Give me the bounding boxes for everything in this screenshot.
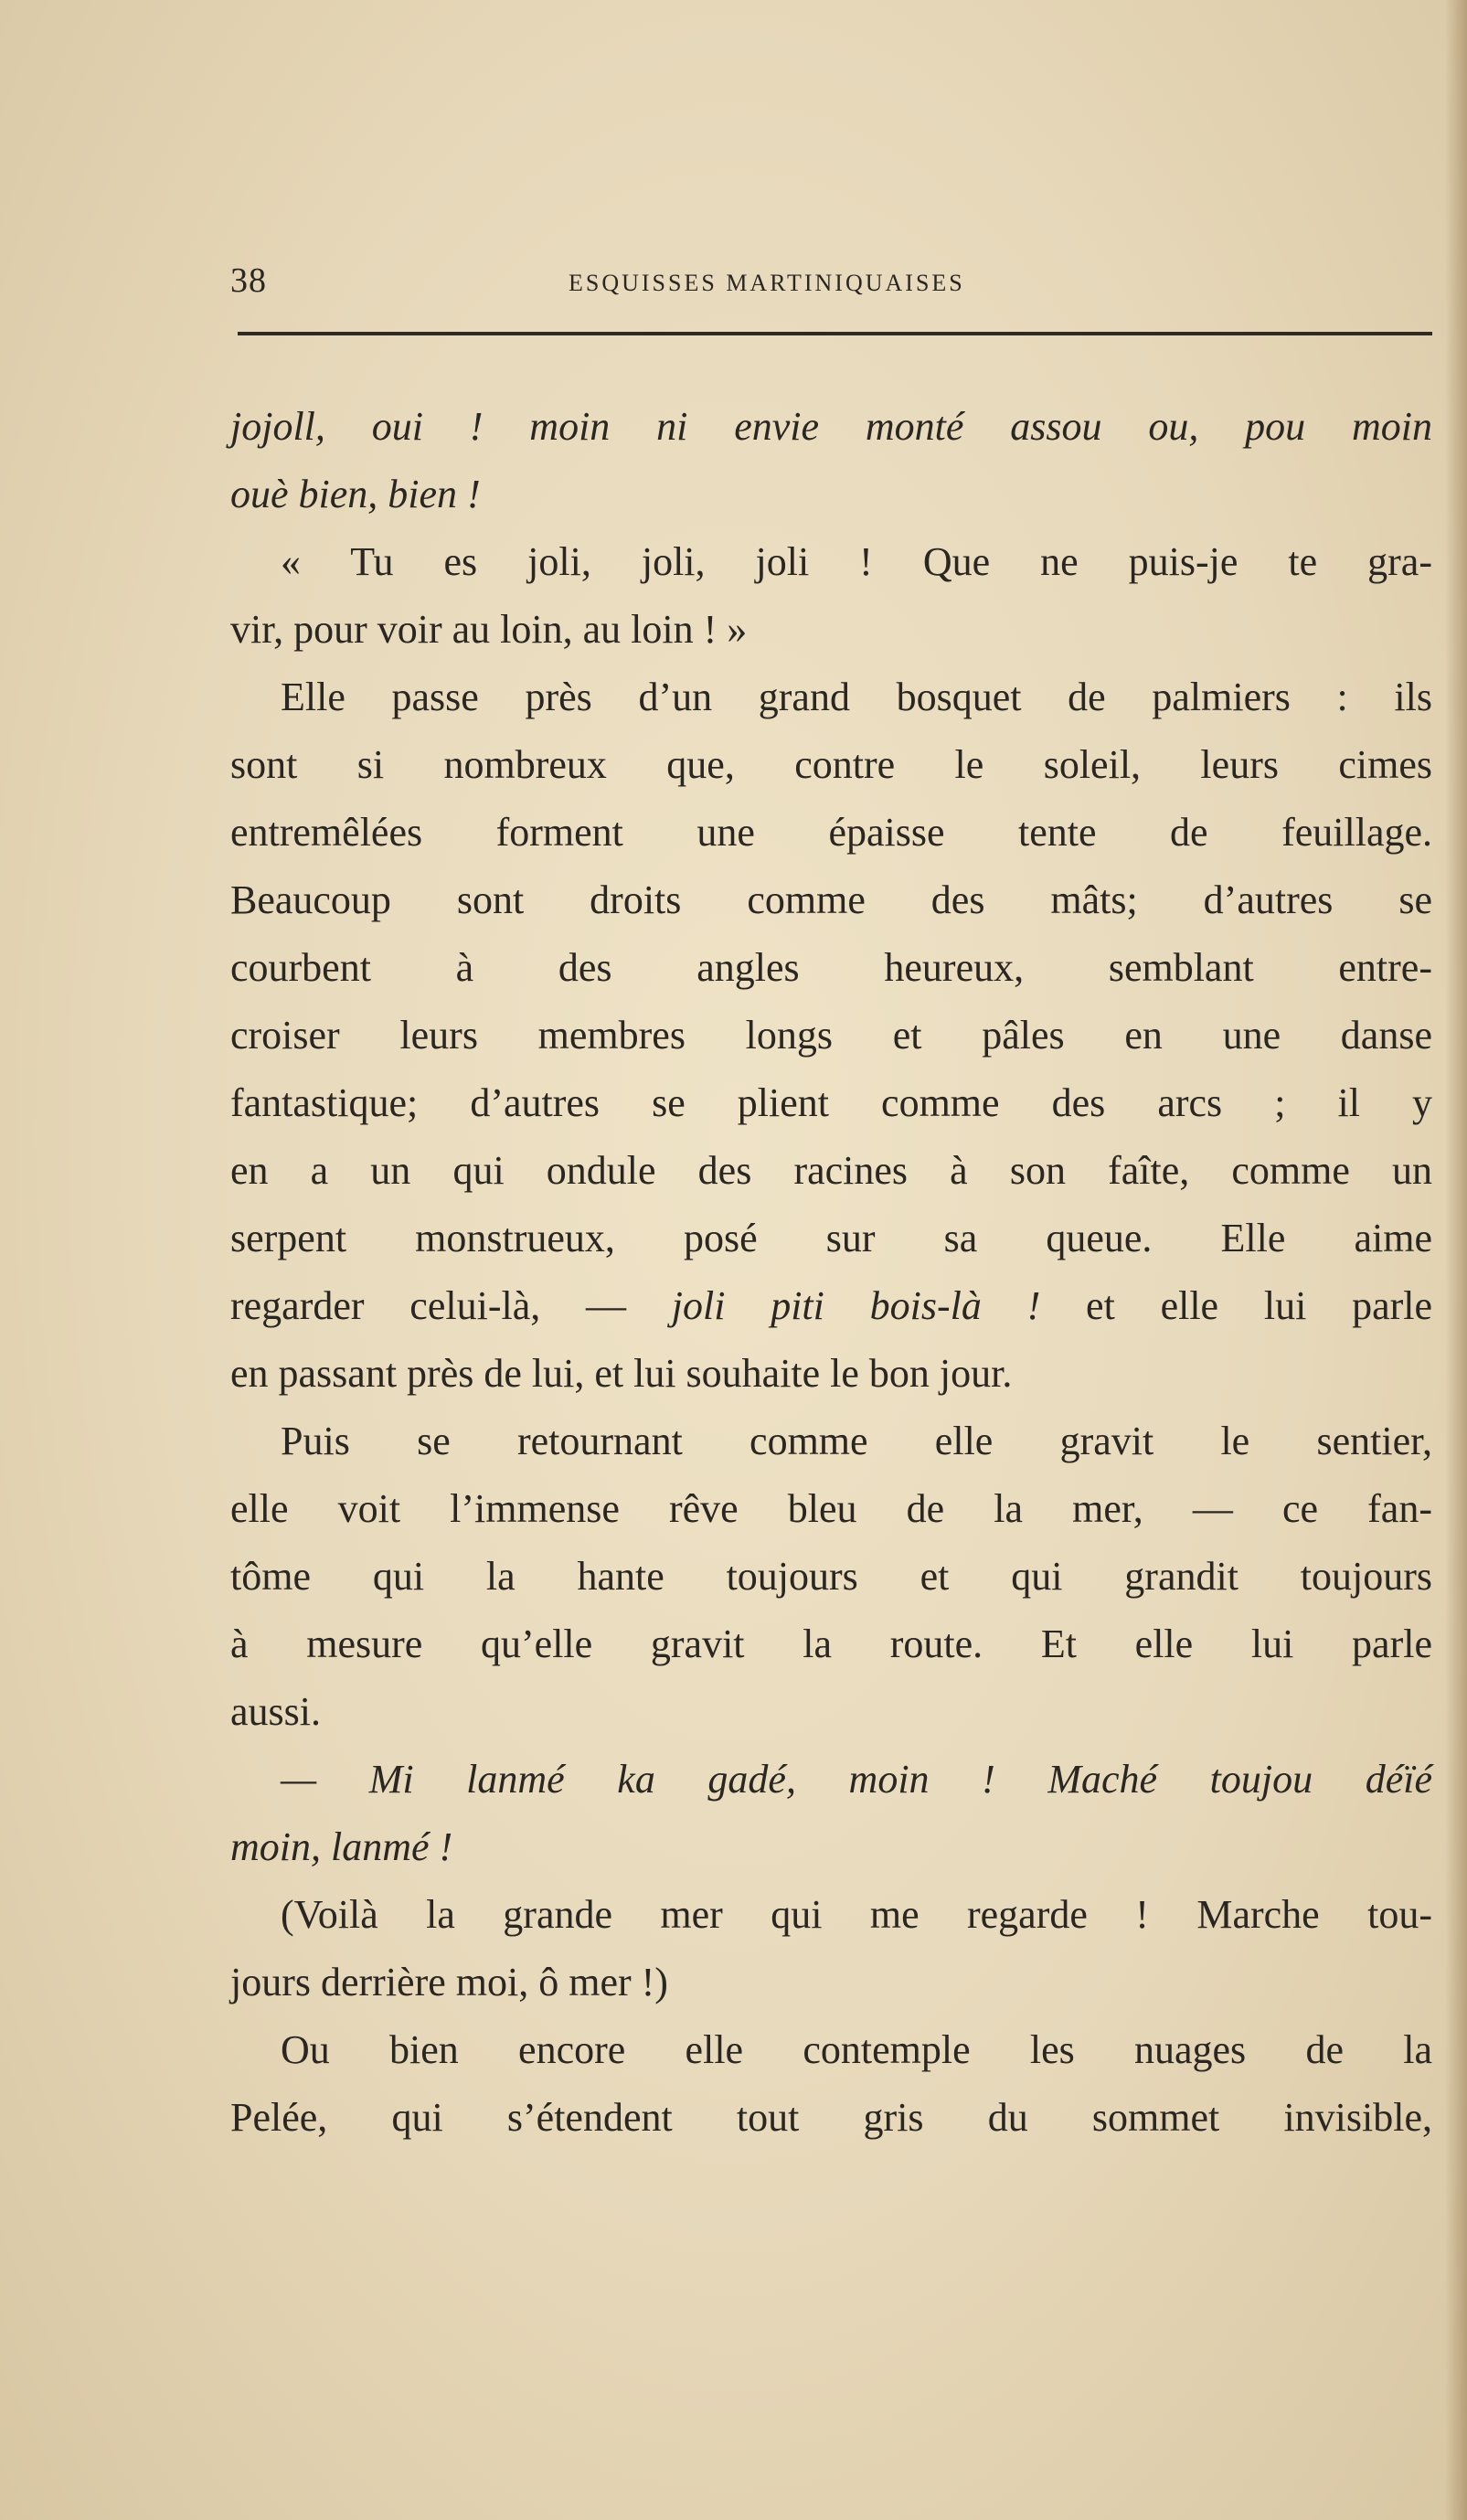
text-line: jojoll, oui ! moin ni envie monté assou ou, pou moin	[230, 404, 1432, 449]
text-line: Elle passe près d’un grand bosquet de palmiers : ils	[281, 675, 1432, 719]
text-line: « Tu es joli, joli, joli ! Que ne puis-je te gra-	[281, 539, 1432, 584]
text-line: Ou bien encore elle contemple les nuages de la	[281, 2027, 1432, 2072]
header-rule	[238, 332, 1432, 335]
italic-phrase: joli piti bois-là !	[671, 1283, 1041, 1328]
text-line: ouè bien, bien !	[230, 472, 481, 516]
text-line: aussi.	[230, 1689, 321, 1734]
text-line: à mesure qu’elle gravit la route. Et elle lui parle	[230, 1622, 1432, 1666]
text-line: tôme qui la hante toujours et qui grandit toujours	[230, 1554, 1432, 1599]
text-line: croiser leurs membres longs et pâles en une danse	[230, 1013, 1432, 1058]
text-line: elle voit l’immense rêve bleu de la mer, — ce fan-	[230, 1486, 1432, 1531]
text-line: Pelée, qui s’étendent tout gris du sommet invisible,	[230, 2095, 1432, 2140]
text-segment: et elle lui parle	[1040, 1283, 1432, 1328]
text-line: (Voilà la grande mer qui me regarde ! Marche tou-	[281, 1892, 1432, 1937]
text-segment: regarder celui-là,	[230, 1283, 541, 1328]
text-line: courbent à des angles heureux, semblant entre-	[230, 945, 1432, 990]
text-line: Beaucoup sont droits comme des mâts; d’autres se	[230, 877, 1432, 922]
text-line: jours derrière moi, ô mer !)	[230, 1960, 668, 2004]
running-title: ESQUISSES MARTINIQUAISES	[569, 270, 965, 296]
text-segment: —	[586, 1283, 672, 1328]
text-line-mixed	[230, 1272, 1432, 1340]
body-text	[230, 393, 1432, 2152]
text-line: vir, pour voir au loin, au loin ! »	[230, 607, 748, 652]
text-line: serpent monstrueux, posé sur sa queue. Elle aime	[230, 1216, 1432, 1260]
text-line: entremêlées forment une épaisse tente de feuillage.	[230, 810, 1432, 855]
text-line: en a un qui ondule des racines à son faîte, comme un	[230, 1148, 1432, 1193]
text-line: Puis se retournant comme elle gravit le sentier,	[281, 1419, 1432, 1463]
page-number: 38	[230, 261, 267, 300]
text-line: moin, lanmé !	[230, 1824, 453, 1869]
text-line: en passant près de lui, et lui souhaite le bon jour.	[230, 1351, 1013, 1396]
text-line: sont si nombreux que, contre le soleil, leurs cimes	[230, 742, 1432, 787]
text-line: fantastique; d’autres se plient comme des arcs ; il y	[230, 1080, 1432, 1125]
text-line: — Mi lanmé ka gadé, moin ! Maché toujou déïé	[281, 1757, 1432, 1802]
page-header	[230, 261, 1432, 306]
